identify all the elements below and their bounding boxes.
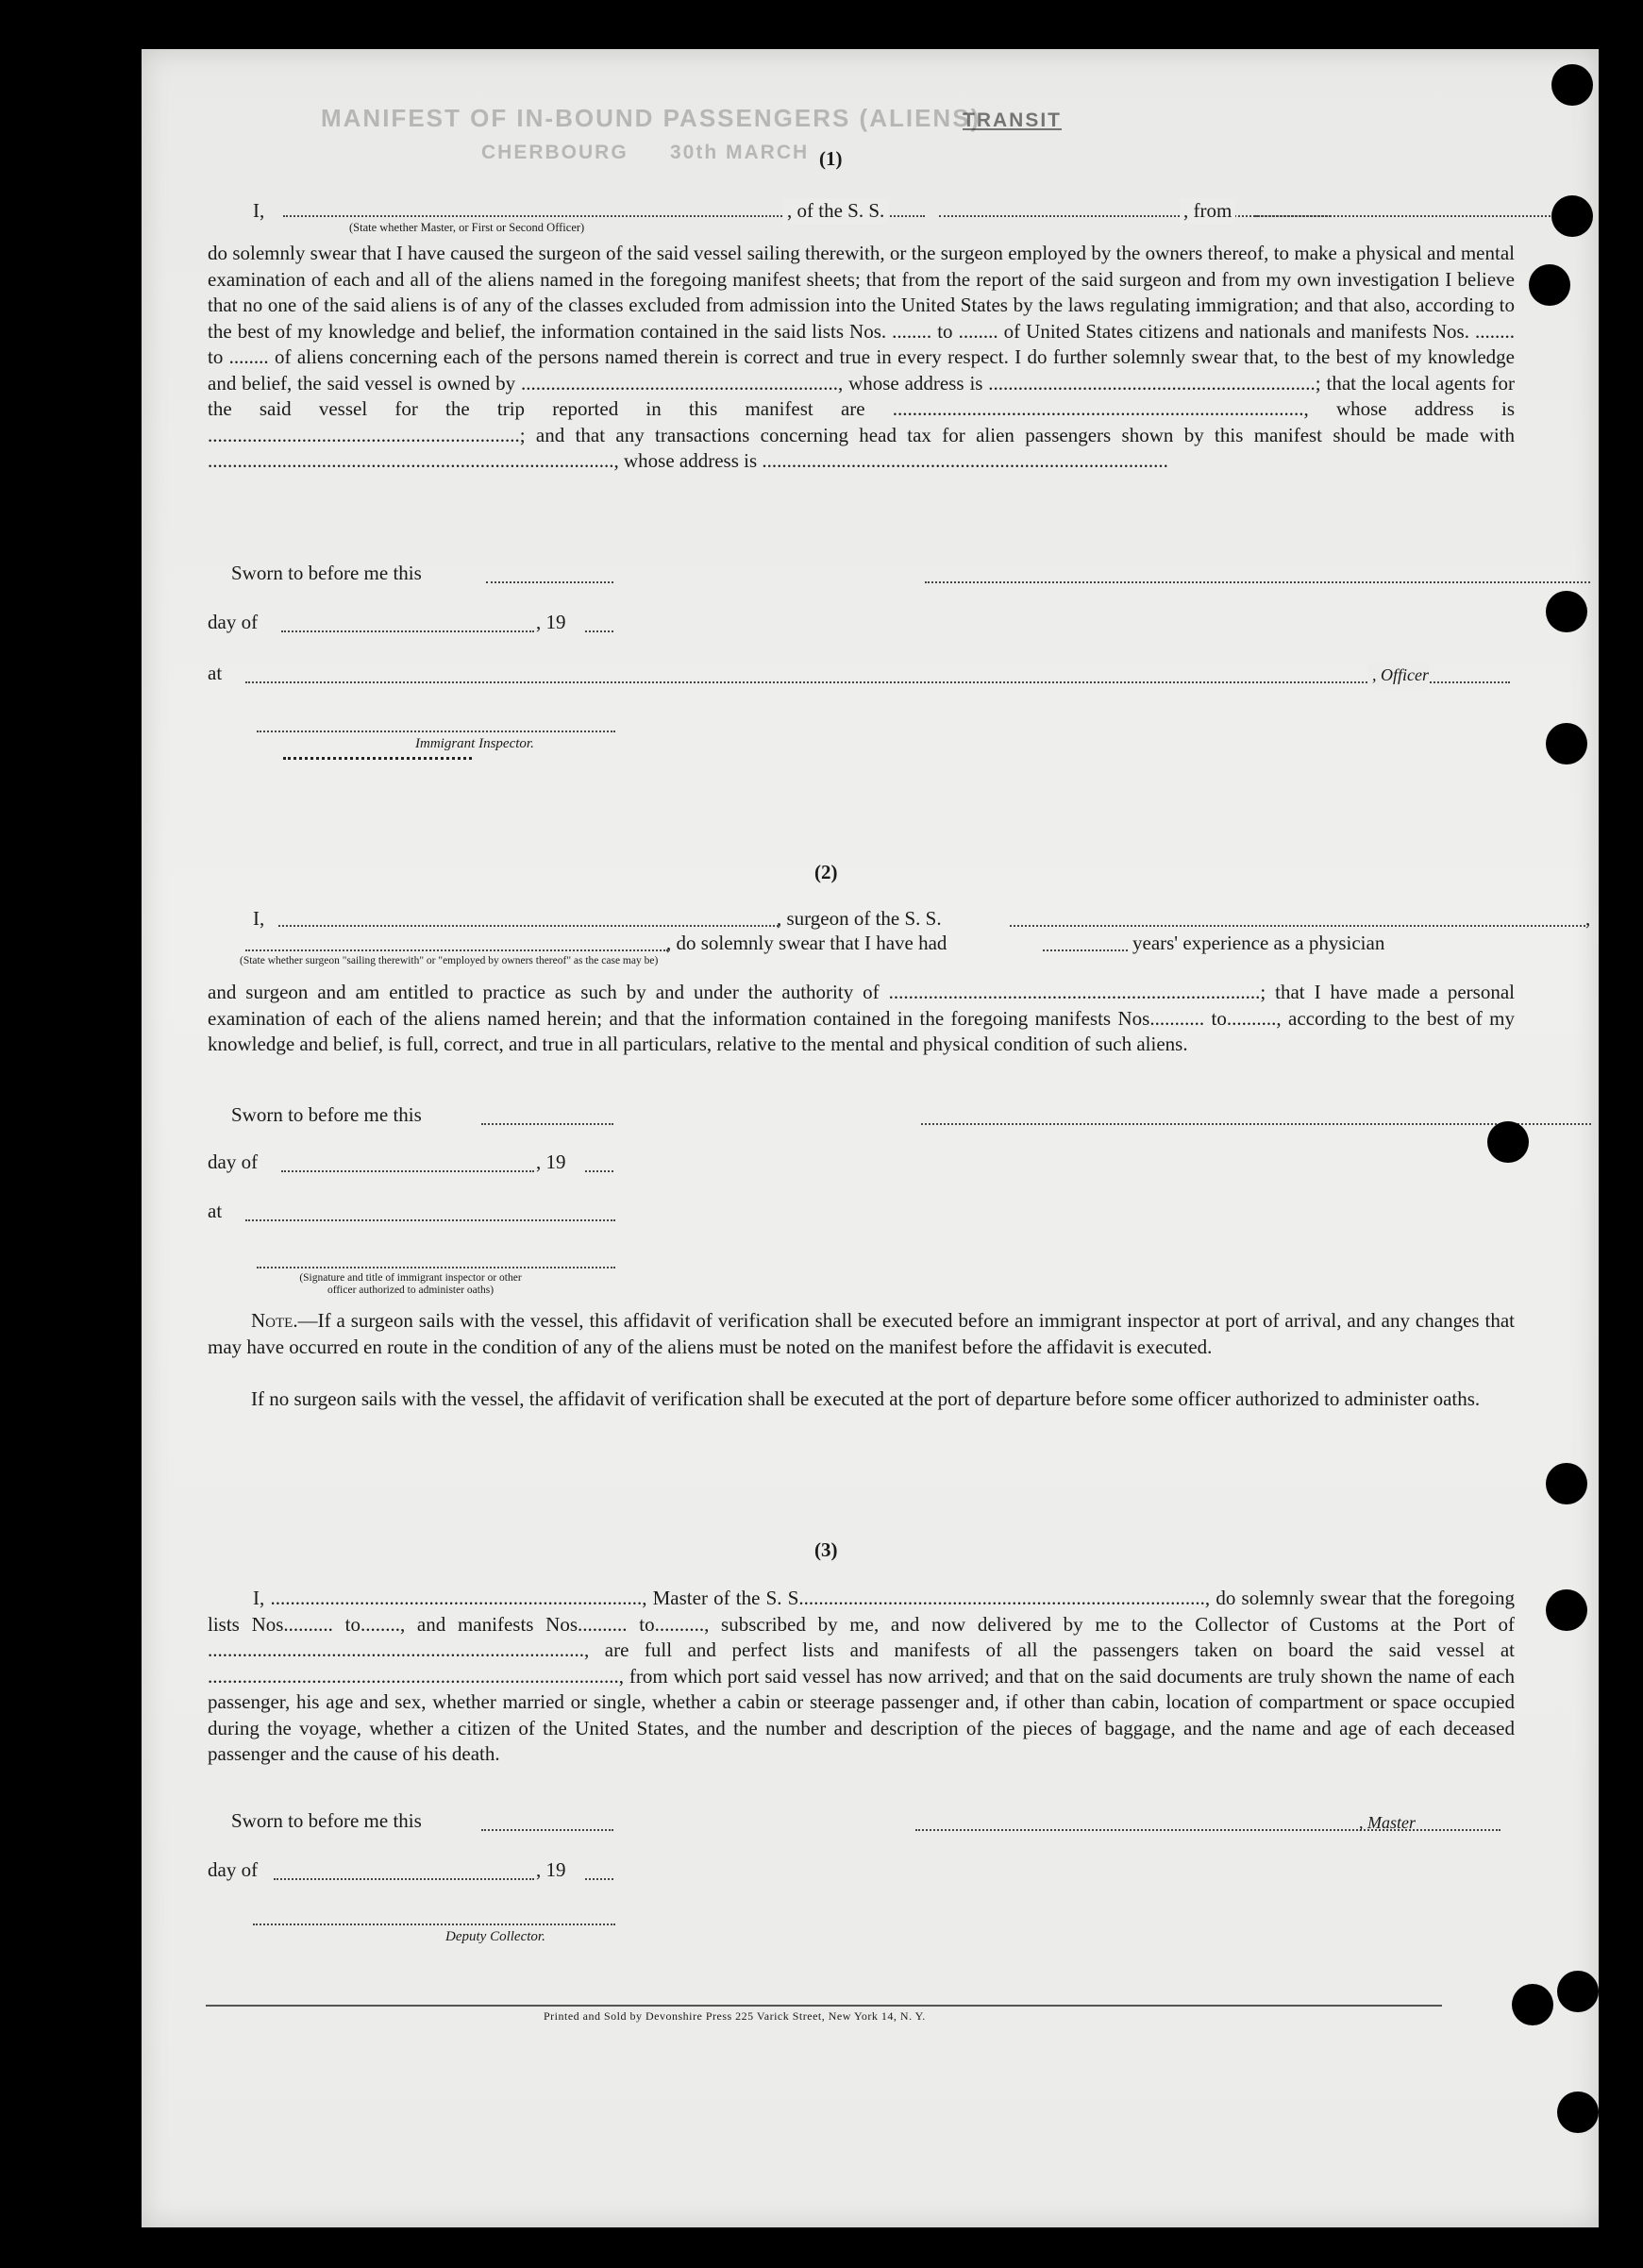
punch-hole bbox=[1557, 1971, 1599, 2012]
punch-hole bbox=[1487, 1121, 1529, 1163]
s1-of-ss-label: , of the S. S. bbox=[783, 198, 888, 224]
s3-day-line bbox=[274, 1878, 534, 1880]
s3-oath-paragraph bbox=[208, 1586, 1515, 1768]
s3-collector-signature-line bbox=[253, 1924, 615, 1925]
s2-surgeon-note: (State whether surgeon "sailing therewith" or "employed by owners thereof" as the case may be) bbox=[240, 955, 659, 966]
faint-header-port: CHERBOURG bbox=[481, 142, 629, 163]
s2-note-text: —If a surgeon sails with the vessel, this affidavit of verification shall be executed before an immigrant inspector at port of arrival, and any changes that may have occurred en route in the condition of any of the aliens must be noted on the manifest before the affidavit is executed. bbox=[208, 1309, 1515, 1358]
punch-hole bbox=[1546, 723, 1587, 764]
punch-hole bbox=[1557, 2092, 1599, 2133]
s1-officer-signature-line bbox=[925, 581, 1590, 583]
s2-surgeon-of-label: , surgeon of the S. S. bbox=[777, 907, 942, 930]
s3-year-line bbox=[585, 1878, 613, 1880]
s2-role-line bbox=[245, 949, 668, 951]
s2-at-label: at bbox=[208, 1200, 223, 1222]
punch-hole bbox=[1529, 264, 1570, 306]
s1-i-label: I, bbox=[253, 199, 265, 222]
s2-i-label: I, bbox=[253, 907, 265, 930]
faint-transit-stamp: TRANSIT bbox=[963, 109, 1062, 131]
document-page: MANIFEST OF IN-BOUND PASSENGERS (ALIENS) CHERBOURG 30th MARCH TRANSIT (1) I, , of the S. S. , from (State whether Master, or First or Second Officer) do solemnly swear that I have caused the surgeon of the said vessel sailing therewith, or the surgeon employed by the owners thereof, to make a physical and mental examination of each and all of the aliens named in the foregoing manifest sheets; that from the report of the said surgeon and from my own investigation I believe that no one of the said aliens is of any of the classes excluded from admission into the United States by the laws regulating immigration; and that also, according to the best of my knowledge and belief, the information contained in the said lists Nos. ........ to ........ of United States citizens and nationals and manifests Nos. ........ to ........ of aliens concerning each of the persons named therein is correct and true in every respect. I do further solemnly swear that, to the best of my knowledge and belief, the said vessel is owned by ................................................................, whose address is ..................................................................; that the local agents for the said vessel for the trip reported in this manifest are ..................................................................................., whose address is ...............................................................; and that any transactions concerning head tax for alien passengers shown by this manifest should be made with .................................................................................., whose address is .................................................................................. Sworn to before me this day of , 19 at , Officer Immigrant Inspector. (2) I, , surgeon of the S. S. , , do solemnly swear that I have had years' experience as a physician (State whether surgeon "sailing therewith" or "employed by owners thereof" as the case may be) and surgeon and am entitled to practice as such by and under the authority of ...........................................................................; that I have made a personal examination of each of the aliens named herein; and that the information contained in the foregoing manifests Nos........... to.........., according to the best of my knowledge and belief, is full, correct, and true in all particulars, relative to the mental and physical condition of such aliens. Sworn to before me this day of , 19 at (Signature and title of immigrant inspector or other officer authorized to administer oaths) Note.—If a surgeon sails with the vessel, this affidavit of verification shall be executed before an immigrant inspector at port of arrival, and any changes that may have occurred en route in the condition of any of the aliens must be noted on the manifest before the affidavit is executed. If no surgeon sails with the vessel, the affidavit of verification shall be executed at the port of departure before some officer authorized to administer oaths. (3) I, ..........................................................................., Master of the S. S.................................................................................., do solemnly swear that the foregoing lists Nos.......... to........, and manifests Nos.......... to.........., subscribed by me, and now delivered by me to the Collector of Customs at the Port of ............................................................................, are full and perfect lists and manifests of all the passengers taken on board the said vessel at ..................................................................................., from which port said vessel has now arrived; and that on the said documents are truly shown the name of each passenger, his age and sex, whether married or single, whether a cabin or steerage passenger and, if other than cabin, location of compartment or space occupied during the voyage, whether a citizen of the United States, and the number and description of the pieces of baggage, and the name and age of each deceased passenger and the cause of his death. Sworn to before me this , Master day of , 19 Deputy Collector. Printed and Sold by Devonshire Press 225 Varick Street, New York 14, N. Y. bbox=[142, 49, 1599, 2227]
s1-at-line bbox=[245, 681, 1510, 683]
s2-note2-paragraph: If no surgeon sails with the vessel, the affidavit of verification shall be executed at the port of departure before some officer authorized to administer oaths. bbox=[251, 1387, 1481, 1410]
punch-hole bbox=[1546, 1463, 1587, 1504]
s1-oath-paragraph: do solemnly swear that I have caused the surgeon of the said vessel sailing therewith, or the surgeon employed by the owners thereof, to make a physical and mental examination of each and all of the aliens named in the foregoing manifest sheets; that from the report of the said surgeon and from my own investigation I believe that no one of the said aliens is of any of the classes excluded from admission into the United States by the laws regulating immigration; and that also, according to the best of my knowledge and belief, the information contained in the said lists Nos. ........ to ........ of United States citizens and nationals and manifests Nos. ........ to ........ of aliens concerning each of the persons named therein is correct and true in every respect. I do further solemnly swear that, to the best of my knowledge and belief, the said vessel is owned by ................................................................, whose address is ..................................................................; that the local agents for the said vessel for the trip reported in this manifest are ..................................................................................., whose address is ...............................................................; and that any transactions concerning head tax for alien passengers shown by this manifest should be made with .................................................................................., whose address is .................................................................................. bbox=[208, 242, 1515, 472]
punch-hole bbox=[1551, 64, 1593, 106]
s3-i-label: I, bbox=[253, 1587, 265, 1609]
s1-officer-note: (State whether Master, or First or Second Officer) bbox=[349, 221, 585, 234]
s2-inspector-signature-line bbox=[257, 1267, 615, 1268]
s1-inspector-label: Immigrant Inspector. bbox=[415, 736, 534, 751]
faint-header-title: MANIFEST OF IN-BOUND PASSENGERS (ALIENS) bbox=[321, 104, 981, 132]
punch-hole bbox=[1512, 1984, 1553, 2025]
section-3-heading: (3) bbox=[814, 1538, 838, 1561]
s3-sworn-label: Sworn to before me this bbox=[231, 1809, 422, 1832]
s1-sworn-label: Sworn to before me this bbox=[231, 562, 422, 584]
s1-at-label: at bbox=[208, 662, 223, 684]
s3-day-of-label: day of bbox=[208, 1858, 259, 1881]
s2-day-of-label: day of bbox=[208, 1151, 259, 1173]
s3-oath-text: ..........................................................................., Master of the S. S.................................................................................., do solemnly swear that the foregoing lists Nos.......... to........, and manifests Nos.......... to.........., subscribed by me, and now delivered by me to the Collector of Customs at the Port of ............................................................................, are full and perfect lists and manifests of all the passengers taken on board the said vessel at ..................................................................................., from which port said vessel has now arrived; and that on the said documents are truly shown the name of each passenger, his age and sex, whether married or single, whether a cabin or steerage passenger and, if other than cabin, location of compartment or space occupied during the voyage, whether a citizen of the United States, and the number and description of the pieces of baggage, and the name and age of each deceased passenger and the cause of his death. bbox=[208, 1587, 1516, 1765]
s1-inspector-signature-line bbox=[257, 731, 615, 732]
printer-imprint: Printed and Sold by Devonshire Press 225 Varick Street, New York 14, N. Y. bbox=[544, 2009, 926, 2023]
s2-sworn-label: Sworn to before me this bbox=[231, 1103, 422, 1126]
s1-day-line bbox=[281, 630, 534, 632]
punch-hole bbox=[1551, 195, 1593, 237]
s2-at-line bbox=[245, 1219, 615, 1221]
punch-hole bbox=[1546, 591, 1587, 632]
s2-ship-line bbox=[1010, 925, 1585, 927]
s1-officer-label: , Officer bbox=[1368, 663, 1429, 688]
s3-sworn-date-line bbox=[481, 1829, 613, 1831]
s2-years-line bbox=[1043, 949, 1128, 951]
section-1-heading: (1) bbox=[819, 147, 843, 170]
s2-note-paragraph bbox=[208, 1308, 1515, 1360]
s3-year-label: , 19 bbox=[536, 1858, 566, 1881]
s1-day-of-label: day of bbox=[208, 611, 259, 633]
s2-note-label: Note. bbox=[251, 1309, 298, 1332]
s1-year-line bbox=[585, 630, 613, 632]
s2-surgeon-name-line bbox=[278, 925, 779, 927]
s2-year-line bbox=[585, 1170, 613, 1172]
s2-years-label: years' experience as a physician bbox=[1132, 932, 1385, 954]
s3-collector-label: Deputy Collector. bbox=[445, 1929, 545, 1944]
faint-header-date: 30th MARCH bbox=[670, 142, 810, 163]
s1-year-label: , 19 bbox=[536, 611, 566, 633]
s1-from-label: , from bbox=[1180, 198, 1235, 224]
s1-from-line bbox=[1255, 215, 1591, 217]
section-2-heading: (2) bbox=[814, 861, 838, 883]
s2-year-label: , 19 bbox=[536, 1151, 566, 1173]
s2-signature-line bbox=[921, 1123, 1591, 1125]
punch-hole bbox=[1546, 1589, 1587, 1631]
footer-rule bbox=[206, 2005, 1442, 2007]
s1-sworn-date-line bbox=[486, 581, 613, 583]
s2-oath-paragraph: and surgeon and am entitled to practice as such by and under the authority of ...........................................................................; that I have made a personal examination of each of the aliens named herein; and that the information contained in the foregoing manifests Nos........... to.........., according to the best of my knowledge and belief, is full, correct, and true in all particulars, relative to the mental and physical condition of such aliens. bbox=[208, 981, 1515, 1055]
s2-day-line bbox=[281, 1170, 534, 1172]
s1-dotted-mark bbox=[283, 757, 472, 760]
s3-master-label: , Master bbox=[1359, 1813, 1416, 1832]
s2-sworn-date-line bbox=[481, 1123, 613, 1125]
s2-signature-note: (Signature and title of immigrant inspector or other officer authorized to administer oaths) bbox=[299, 1272, 522, 1296]
s2-swear-label: , do solemnly swear that I have had bbox=[666, 932, 947, 954]
